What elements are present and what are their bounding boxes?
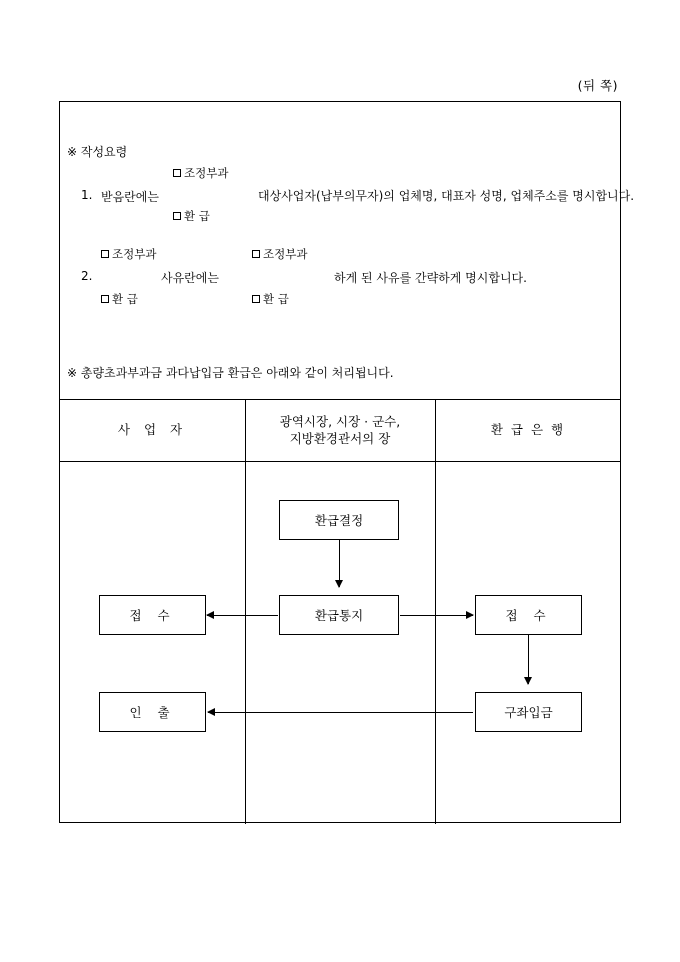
flow-diagram [60, 462, 620, 823]
flow-node-refund-notice: 환급통지 [279, 595, 399, 635]
item1-text: 대상사업자(납부의무자)의 업체명, 대표자 성명, 업체주소를 명시합니다. [258, 189, 635, 203]
arrow-notice-to-receive-business [207, 615, 278, 616]
item1-option-a [173, 165, 228, 181]
arrow-deposit-to-withdraw [208, 712, 473, 713]
item2-right-option-b [252, 291, 289, 307]
notes-section2-title: ※ 총량초과부과금 과다납입금 환급은 아래와 같이 처리됩니다. [67, 366, 394, 380]
flow-node-withdraw: 인 출 [99, 692, 206, 732]
item2-right-option-b-label: 환 급 [263, 292, 289, 306]
arrow-notice-to-receive-bank [400, 615, 473, 616]
item2-left-option-a [101, 246, 156, 262]
checkbox-icon[interactable] [101, 295, 109, 303]
table-header-col2-line1: 광역시장, 시장 · 군수, [279, 414, 401, 429]
item1-number: 1. [81, 188, 93, 202]
item2-left-option-b [101, 291, 138, 307]
checkbox-icon[interactable] [252, 250, 260, 258]
arrow-receive-bank-to-deposit [528, 635, 529, 684]
table-header-col3: 환 급 은 행 [490, 422, 566, 437]
item1-option-b-label: 환 급 [184, 209, 210, 223]
arrow-decision-to-notice [339, 540, 340, 587]
item1-label: 받음란에는 [101, 190, 159, 204]
item2-left-option-a-label: 조정부과 [112, 247, 157, 261]
table-header-col2-line2: 지방환경관서의 장 [289, 431, 391, 446]
table-header-col1: 사 업 자 [117, 422, 188, 437]
checkbox-icon[interactable] [173, 169, 181, 177]
flow-node-receive-bank: 접 수 [475, 595, 582, 635]
item2-right-option-a-label: 조정부과 [263, 247, 308, 261]
notes-section1-title: ※ 작성요령 [67, 145, 128, 159]
flow-node-refund-decision: 환급결정 [279, 500, 399, 540]
page-corner-label: (뒤 쪽) [577, 78, 618, 93]
flow-table [60, 399, 620, 823]
flow-node-account-deposit: 구좌입금 [475, 692, 582, 732]
item1-option-a-label: 조정부과 [184, 166, 229, 180]
item1-option-b [173, 208, 210, 224]
flow-node-receive-business: 접 수 [99, 595, 206, 635]
table-header-col2 [245, 413, 435, 447]
item2-label: 사유란에는 [161, 271, 219, 285]
notes-section [60, 102, 635, 399]
checkbox-icon[interactable] [252, 295, 260, 303]
document-frame [59, 101, 635, 823]
checkbox-icon[interactable] [173, 212, 181, 220]
item2-left-option-b-label: 환 급 [112, 292, 138, 306]
item2-right-option-a [252, 246, 307, 262]
item2-text: 하게 된 사유를 간략하게 명시합니다. [334, 271, 527, 285]
checkbox-icon[interactable] [101, 250, 109, 258]
item2-number: 2. [81, 269, 93, 283]
